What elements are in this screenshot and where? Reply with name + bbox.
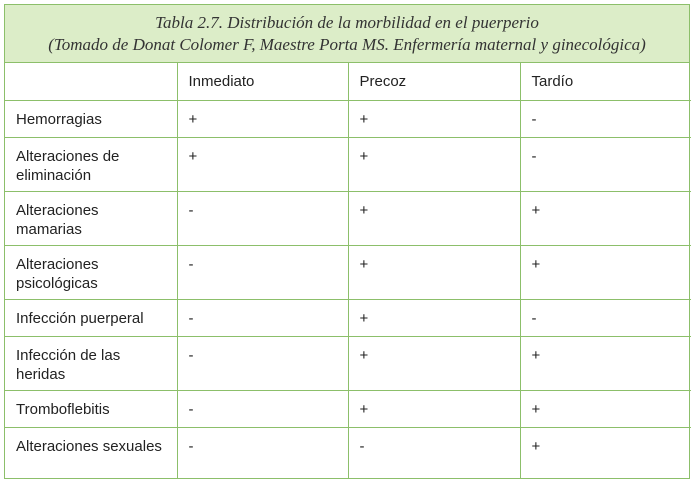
cell-precoz: + <box>348 336 520 390</box>
row-label: Infección de las heridas <box>5 336 177 390</box>
cell-precoz: + <box>348 191 520 245</box>
cell-precoz: + <box>348 299 520 336</box>
cell-tardio: - <box>520 100 691 137</box>
cell-tardio: - <box>520 137 691 191</box>
table-header-row <box>5 63 691 100</box>
cell-inmediato: - <box>177 336 348 390</box>
header-tardio: Tardío <box>520 63 691 100</box>
cell-inmediato: + <box>177 137 348 191</box>
row-label: Alteraciones psicológicas <box>5 245 177 299</box>
morbidity-table <box>5 63 691 478</box>
table-title: Tabla 2.7. Distribución de la morbilidad en el puerperio <box>155 13 539 32</box>
cell-tardio: + <box>520 390 691 427</box>
header-inmediato: Inmediato <box>177 63 348 100</box>
table-row <box>5 390 691 427</box>
cell-precoz: + <box>348 100 520 137</box>
cell-inmediato: - <box>177 390 348 427</box>
cell-precoz: - <box>348 427 520 478</box>
header-precoz: Precoz <box>348 63 520 100</box>
row-label: Alteraciones mamarias <box>5 191 177 245</box>
row-label: Alteraciones de eliminación <box>5 137 177 191</box>
table-row <box>5 299 691 336</box>
cell-tardio: + <box>531 437 541 455</box>
cell-tardio: + <box>520 191 691 245</box>
cell-tardio: - <box>520 299 691 336</box>
row-label: Hemorragias <box>5 100 177 137</box>
cell-inmediato: - <box>177 191 348 245</box>
cell-inmediato: - <box>177 245 348 299</box>
row-label: Tromboflebitis <box>5 390 177 427</box>
cell-tardio: + <box>520 245 691 299</box>
table-row <box>5 245 691 299</box>
cell-inmediato: + <box>177 100 348 137</box>
table-caption <box>5 5 689 63</box>
table-row <box>5 336 691 390</box>
cell-precoz: + <box>348 390 520 427</box>
table-source: (Tomado de Donat Colomer F, Maestre Porta MS. Enfermería maternal y ginecológica) <box>48 35 646 54</box>
row-label: Infección puerperal <box>5 299 177 336</box>
header-empty-cell <box>5 63 177 100</box>
cell-precoz: + <box>348 245 520 299</box>
table-row <box>5 137 691 191</box>
cell-inmediato: - <box>177 427 348 478</box>
row-label: Alteraciones sexuales <box>5 427 177 478</box>
cell-precoz: + <box>348 137 520 191</box>
table-row <box>5 427 691 478</box>
cell-tardio: + <box>520 336 691 390</box>
morbidity-table-frame <box>4 4 690 479</box>
cell-inmediato: - <box>177 299 348 336</box>
table-row <box>5 191 691 245</box>
table-row <box>5 100 691 137</box>
